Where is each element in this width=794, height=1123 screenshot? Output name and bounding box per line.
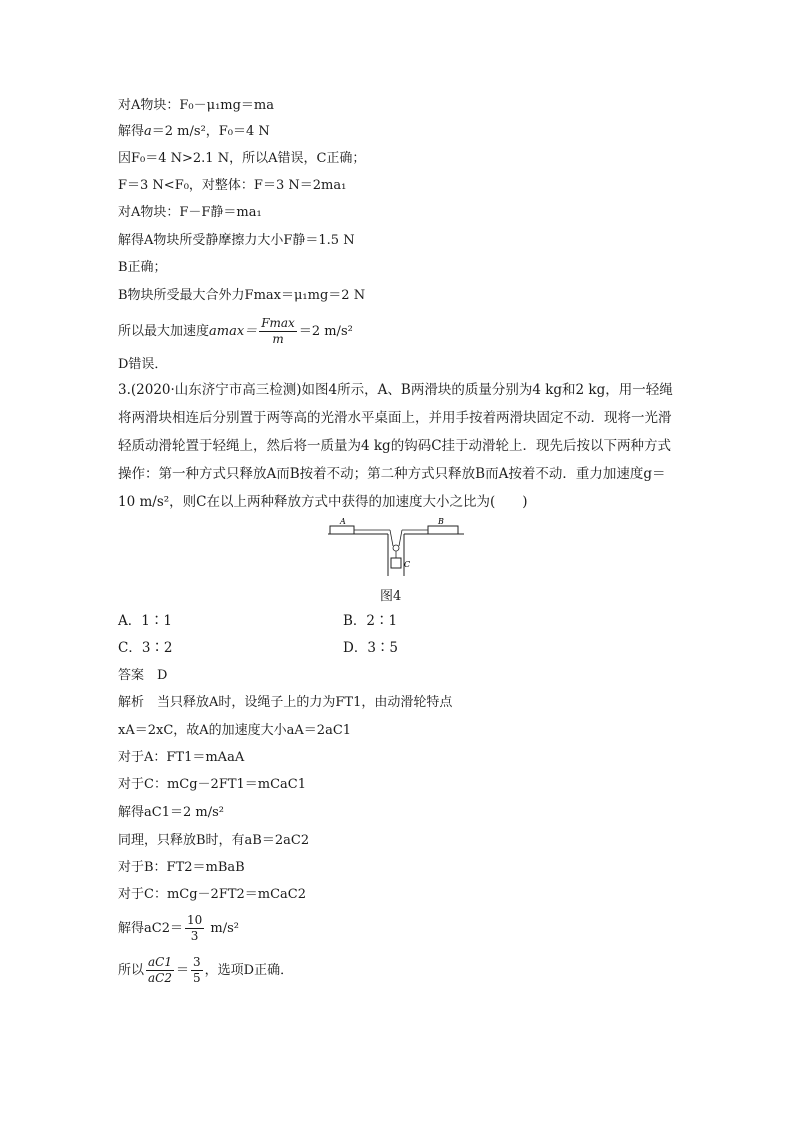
fraction-numerator: 10	[186, 913, 203, 927]
text-suffix: ，选项D正确．	[204, 963, 294, 978]
fraction	[146, 955, 174, 986]
solution-line-5: 解得aC1＝2 m/s²	[118, 805, 224, 820]
fraction	[259, 316, 297, 347]
solution-line-7: 对于B：FT2＝mBaB	[118, 860, 245, 875]
solution-line-1: 解析 当只释放A时，设绳子上的力为FT1，由动滑轮特点	[118, 695, 453, 710]
text-prefix: 解得	[118, 124, 145, 139]
label-a: A	[340, 517, 346, 526]
label-b: B	[438, 517, 444, 526]
text-line-5: 对A物块：F－F静＝ma₁	[118, 205, 262, 220]
option-b: B．2∶1	[343, 613, 398, 629]
text-suffix: ＝2 m/s²	[298, 324, 353, 339]
option-a: A．1∶1	[118, 613, 172, 629]
solution-line-3: 对于A：FT1＝mAaA	[118, 750, 245, 765]
option-d: D．3∶5	[343, 640, 399, 656]
text-line-4: F＝3 N<F₀，对整体：F＝3 N＝2ma₁	[118, 178, 347, 193]
text-suffix: m/s²	[206, 921, 239, 936]
fraction-denominator: m	[272, 332, 284, 346]
fraction	[185, 913, 204, 944]
fraction-denominator: 5	[193, 971, 201, 985]
amax-lhs: amax＝	[209, 324, 258, 339]
solution-line-10: 所以 $\frac{aC1}{aC2}$ ＝ $\frac{3}{5}$ ，选项D正确．	[118, 955, 294, 985]
text-line-2: 解得a＝2 m/s²，F₀＝4 N	[118, 124, 270, 139]
answer-line: 答案 D	[118, 668, 168, 683]
fraction	[191, 955, 203, 986]
block-a	[330, 526, 354, 534]
fraction-numerator: Fmax	[261, 316, 295, 330]
text-line-9	[118, 316, 353, 347]
text-line-8: B物块所受最大合外力Fmax＝μ₁mg＝2 N	[118, 288, 366, 303]
fraction-denominator: aC2	[148, 971, 172, 985]
solution-line-2: xA＝2xC，故A的加速度大小aA＝2aC1	[118, 723, 352, 738]
text-prefix: 所以	[118, 963, 145, 978]
solution-line-9	[118, 913, 239, 944]
solution-line-4: 对于C：mCg－2FT1＝mCaC1	[118, 777, 307, 792]
pulley-figure	[326, 516, 466, 578]
option-c: C．3∶2	[118, 640, 173, 656]
text-prefix: 所以最大加速度	[118, 324, 210, 339]
text-line-3: 因F₀＝4 N>2.1 N，所以A错误，C正确；	[118, 151, 366, 166]
fraction-numerator: aC1	[148, 955, 172, 969]
text-line-10: D错误．	[118, 357, 168, 372]
text-line-6: 解得A物块所受静摩擦力大小F静＝1.5 N	[118, 233, 355, 248]
text-line-1: 对A物块：F₀－μ₁mg＝ma	[118, 98, 275, 113]
question-text: 3.(2020·山东济宁市高三检测)如图4所示，A、B两滑块的质量分别为4 kg和2 kg，用一轻绳将两滑块相连后分别置于两等高的光滑水平桌面上，并用手按着两滑块固定不动．现将一光滑轻质动滑轮置于轻绳上，然后将一质量为4 kg的钩码C挂于动滑轮上．现先后按以下两种方式操作：第一种方式只释放A而B按着不动；第二种方式只释放B而A按着不动．重力加速度g＝10 m/s²，则C在以上两种释放方式中获得的加速度大小之比为( )	[118, 382, 673, 510]
fraction-denominator: 3	[190, 929, 199, 943]
text-prefix: 解得aC2＝	[118, 921, 183, 936]
figure-caption: 图4	[380, 589, 402, 604]
solution-line-8: 对于C：mCg－2FT2＝mCaC2	[118, 887, 307, 902]
fraction-numerator: 3	[193, 955, 201, 969]
block-b	[428, 526, 458, 534]
block-c	[391, 558, 401, 568]
solution-line-6: 同理，只释放B时，有aB＝2aC2	[118, 833, 310, 848]
label-c: C	[404, 560, 411, 569]
pulley-icon	[393, 545, 399, 551]
text-line-7: B正确；	[118, 260, 167, 275]
text-suffix: ＝2 m/s²，F₀＝4 N	[151, 124, 270, 139]
